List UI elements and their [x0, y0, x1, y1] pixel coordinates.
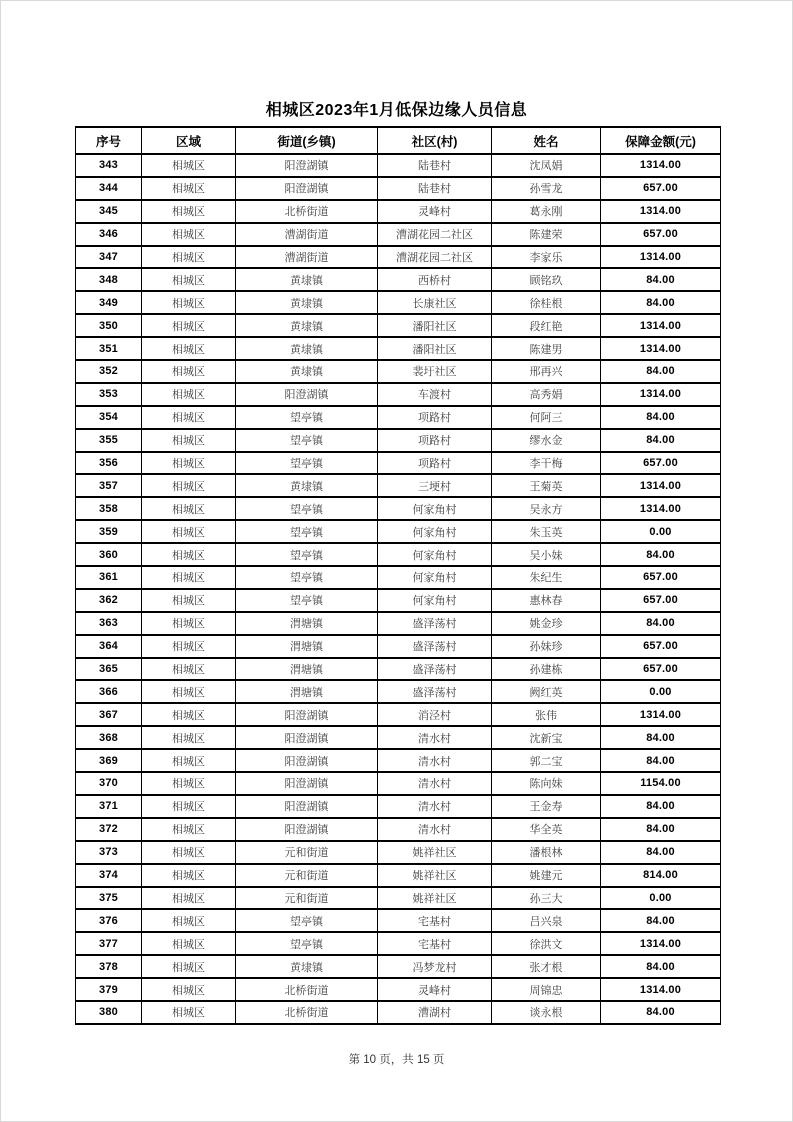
table-cell-community: 何家角村: [378, 589, 492, 612]
table-cell-street: 望亭镇: [236, 589, 378, 612]
table-cell-region: 相城区: [142, 154, 236, 177]
table-cell-street: 漕湖街道: [236, 223, 378, 246]
table-cell-region: 相城区: [142, 635, 236, 658]
table-cell-street: 阳澄湖镇: [236, 154, 378, 177]
table-cell-street: 望亭镇: [236, 406, 378, 429]
table-header: [76, 127, 721, 154]
table-row: [76, 452, 721, 475]
table-cell-community: 清水村: [378, 795, 492, 818]
table-cell-amount: 84.00: [601, 291, 721, 314]
table-cell-index: 356: [76, 452, 142, 475]
table-cell-community: 盛泽荡村: [378, 680, 492, 703]
table-cell-amount: 657.00: [601, 635, 721, 658]
table-cell-community: 宅基村: [378, 909, 492, 932]
table-cell-index: 366: [76, 680, 142, 703]
table-cell-index: 355: [76, 429, 142, 452]
table-row: [76, 337, 721, 360]
table-cell-index: 351: [76, 337, 142, 360]
table-cell-amount: 657.00: [601, 177, 721, 200]
table-cell-region: 相城区: [142, 200, 236, 223]
table-cell-index: 359: [76, 520, 142, 543]
table-cell-index: 368: [76, 726, 142, 749]
table-cell-name: 李干梅: [492, 452, 601, 475]
table-cell-name: 徐桂根: [492, 291, 601, 314]
table-cell-index: 350: [76, 314, 142, 337]
table-cell-amount: 84.00: [601, 795, 721, 818]
table-cell-street: 黄埭镇: [236, 314, 378, 337]
column-header-index: 序号: [76, 127, 142, 154]
table-cell-index: 363: [76, 612, 142, 635]
column-header-name: 姓名: [492, 127, 601, 154]
table-cell-street: 黄埭镇: [236, 474, 378, 497]
table-cell-street: 北桥街道: [236, 200, 378, 223]
table-cell-street: 北桥街道: [236, 978, 378, 1001]
table-cell-region: 相城区: [142, 703, 236, 726]
table-cell-community: 盛泽荡村: [378, 635, 492, 658]
table-row: [76, 772, 721, 795]
table-cell-region: 相城区: [142, 749, 236, 772]
table-cell-amount: 1314.00: [601, 474, 721, 497]
table-cell-street: 渭塘镇: [236, 612, 378, 635]
table-cell-amount: 1154.00: [601, 772, 721, 795]
table-cell-street: 望亭镇: [236, 566, 378, 589]
table-cell-region: 相城区: [142, 314, 236, 337]
table-cell-amount: 1314.00: [601, 497, 721, 520]
table-row: [76, 246, 721, 269]
table-cell-amount: 1314.00: [601, 337, 721, 360]
table-cell-amount: 657.00: [601, 658, 721, 681]
table-row: [76, 841, 721, 864]
table-cell-region: 相城区: [142, 1001, 236, 1024]
table-cell-region: 相城区: [142, 268, 236, 291]
table-cell-region: 相城区: [142, 841, 236, 864]
table-cell-street: 元和街道: [236, 864, 378, 887]
table-cell-street: 黄埭镇: [236, 268, 378, 291]
table-cell-community: 漕湖村: [378, 1001, 492, 1024]
table-cell-community: 何家角村: [378, 520, 492, 543]
table-cell-region: 相城区: [142, 543, 236, 566]
table-cell-index: 362: [76, 589, 142, 612]
table-cell-name: 郭二宝: [492, 749, 601, 772]
table-cell-amount: 1314.00: [601, 978, 721, 1001]
table-cell-name: 徐洪文: [492, 932, 601, 955]
table-cell-street: 黄埭镇: [236, 291, 378, 314]
table-cell-community: 何家角村: [378, 543, 492, 566]
table-cell-street: 渭塘镇: [236, 680, 378, 703]
table-cell-index: 358: [76, 497, 142, 520]
table-cell-name: 李家乐: [492, 246, 601, 269]
table-cell-name: 吴永方: [492, 497, 601, 520]
table-cell-index: 364: [76, 635, 142, 658]
table-cell-community: 潘阳社区: [378, 337, 492, 360]
table-cell-index: 349: [76, 291, 142, 314]
table-cell-name: 吴小妹: [492, 543, 601, 566]
table-row: [76, 154, 721, 177]
table-row: [76, 864, 721, 887]
table-row: [76, 200, 721, 223]
table-row: [76, 406, 721, 429]
table-cell-community: 陆巷村: [378, 177, 492, 200]
table-cell-street: 望亭镇: [236, 452, 378, 475]
table-cell-region: 相城区: [142, 612, 236, 635]
table-cell-community: 灵峰村: [378, 200, 492, 223]
table-row: [76, 360, 721, 383]
table-cell-amount: 84.00: [601, 543, 721, 566]
table-cell-amount: 1314.00: [601, 314, 721, 337]
table-row: [76, 612, 721, 635]
table-cell-amount: 657.00: [601, 589, 721, 612]
table-cell-region: 相城区: [142, 337, 236, 360]
table-cell-amount: 657.00: [601, 223, 721, 246]
table-cell-index: 348: [76, 268, 142, 291]
table-cell-name: 张伟: [492, 703, 601, 726]
table-cell-amount: 84.00: [601, 818, 721, 841]
page-title: 相城区2023年1月低保边缘人员信息: [265, 102, 528, 119]
table-cell-community: 宅基村: [378, 932, 492, 955]
table-row: [76, 703, 721, 726]
column-header-region: 区域: [142, 127, 236, 154]
table-row: [76, 429, 721, 452]
table-cell-amount: 0.00: [601, 680, 721, 703]
table-cell-amount: 1314.00: [601, 703, 721, 726]
table-cell-name: 沈凤娟: [492, 154, 601, 177]
table-cell-street: 望亭镇: [236, 909, 378, 932]
table-cell-index: 345: [76, 200, 142, 223]
table-row: [76, 887, 721, 910]
table-cell-community: 潘阳社区: [378, 314, 492, 337]
table-row: [76, 1001, 721, 1024]
table-cell-amount: 84.00: [601, 909, 721, 932]
table-cell-index: 344: [76, 177, 142, 200]
table-cell-name: 朱纪生: [492, 566, 601, 589]
table-cell-region: 相城区: [142, 955, 236, 978]
table-cell-name: 吕兴泉: [492, 909, 601, 932]
table-cell-community: 漕湖花园二社区: [378, 223, 492, 246]
table-cell-amount: 657.00: [601, 566, 721, 589]
table-cell-index: 361: [76, 566, 142, 589]
table-cell-index: 369: [76, 749, 142, 772]
table-cell-community: 盛泽荡村: [378, 612, 492, 635]
table-cell-street: 漕湖街道: [236, 246, 378, 269]
column-header-community: 社区(村): [378, 127, 492, 154]
table-cell-street: 阳澄湖镇: [236, 772, 378, 795]
table-cell-street: 望亭镇: [236, 497, 378, 520]
table-cell-amount: 84.00: [601, 360, 721, 383]
table-cell-region: 相城区: [142, 177, 236, 200]
table-cell-street: 望亭镇: [236, 543, 378, 566]
table-cell-index: 357: [76, 474, 142, 497]
table-row: [76, 520, 721, 543]
table-cell-community: 冯梦龙村: [378, 955, 492, 978]
table-cell-region: 相城区: [142, 291, 236, 314]
table-cell-region: 相城区: [142, 520, 236, 543]
table-row: [76, 749, 721, 772]
table-cell-community: 清水村: [378, 818, 492, 841]
table-cell-name: 周锦忠: [492, 978, 601, 1001]
table-cell-index: 370: [76, 772, 142, 795]
table-cell-name: 姚金珍: [492, 612, 601, 635]
table-cell-amount: 84.00: [601, 749, 721, 772]
table-cell-name: 王金寿: [492, 795, 601, 818]
table-cell-name: 陈向妹: [492, 772, 601, 795]
table-cell-region: 相城区: [142, 978, 236, 1001]
table-cell-street: 渭塘镇: [236, 658, 378, 681]
table-cell-amount: 0.00: [601, 520, 721, 543]
table-body: [76, 154, 721, 1024]
table-cell-region: 相城区: [142, 726, 236, 749]
table-cell-amount: 0.00: [601, 887, 721, 910]
page-number: 第 10 页，共 15 页: [348, 1054, 445, 1066]
table-cell-region: 相城区: [142, 497, 236, 520]
column-header-street: 街道(乡镇): [236, 127, 378, 154]
table-cell-amount: 1314.00: [601, 246, 721, 269]
table-cell-index: 380: [76, 1001, 142, 1024]
table-cell-street: 阳澄湖镇: [236, 383, 378, 406]
table-cell-index: 374: [76, 864, 142, 887]
table-cell-index: 343: [76, 154, 142, 177]
table-cell-street: 阳澄湖镇: [236, 177, 378, 200]
table-cell-name: 沈新宝: [492, 726, 601, 749]
table-cell-amount: 1314.00: [601, 200, 721, 223]
table-cell-index: 367: [76, 703, 142, 726]
table-cell-name: 缪水金: [492, 429, 601, 452]
table-cell-street: 阳澄湖镇: [236, 703, 378, 726]
table-cell-name: 葛永刚: [492, 200, 601, 223]
table-row: [76, 818, 721, 841]
table-cell-name: 孙建栋: [492, 658, 601, 681]
table-row: [76, 909, 721, 932]
table-cell-amount: 814.00: [601, 864, 721, 887]
table-cell-street: 阳澄湖镇: [236, 749, 378, 772]
table-cell-community: 清水村: [378, 772, 492, 795]
table-cell-region: 相城区: [142, 406, 236, 429]
table-cell-index: 376: [76, 909, 142, 932]
table-cell-community: 项路村: [378, 452, 492, 475]
table-cell-region: 相城区: [142, 383, 236, 406]
table-row: [76, 497, 721, 520]
table-cell-region: 相城区: [142, 818, 236, 841]
table-cell-region: 相城区: [142, 566, 236, 589]
table-cell-street: 望亭镇: [236, 932, 378, 955]
table-cell-amount: 657.00: [601, 452, 721, 475]
table-cell-index: 354: [76, 406, 142, 429]
table-row: [76, 314, 721, 337]
table-cell-community: 西桥村: [378, 268, 492, 291]
table-row: [76, 383, 721, 406]
table-cell-name: 段红艳: [492, 314, 601, 337]
table-row: [76, 177, 721, 200]
table-cell-name: 姚建元: [492, 864, 601, 887]
table-cell-name: 陈建荣: [492, 223, 601, 246]
table-cell-street: 元和街道: [236, 841, 378, 864]
table-cell-community: 消泾村: [378, 703, 492, 726]
table-cell-street: 黄埭镇: [236, 955, 378, 978]
table-cell-amount: 1314.00: [601, 383, 721, 406]
table-row: [76, 932, 721, 955]
table-cell-region: 相城区: [142, 360, 236, 383]
table-cell-index: 372: [76, 818, 142, 841]
table-cell-street: 黄埭镇: [236, 360, 378, 383]
table-cell-region: 相城区: [142, 795, 236, 818]
table-cell-region: 相城区: [142, 680, 236, 703]
table-cell-index: 371: [76, 795, 142, 818]
table-cell-region: 相城区: [142, 887, 236, 910]
table-cell-community: 何家角村: [378, 497, 492, 520]
table-cell-community: 三埂村: [378, 474, 492, 497]
table-cell-name: 高秀娟: [492, 383, 601, 406]
table-cell-community: 漕湖花园二社区: [378, 246, 492, 269]
table-row: [76, 978, 721, 1001]
table-cell-community: 长康社区: [378, 291, 492, 314]
table-cell-community: 项路村: [378, 429, 492, 452]
table-row: [76, 589, 721, 612]
table-cell-region: 相城区: [142, 658, 236, 681]
table-row: [76, 543, 721, 566]
table-cell-community: 清水村: [378, 726, 492, 749]
table-cell-street: 阳澄湖镇: [236, 818, 378, 841]
table-cell-index: 352: [76, 360, 142, 383]
table-cell-community: 裴圩社区: [378, 360, 492, 383]
table-cell-name: 王菊英: [492, 474, 601, 497]
table-row: [76, 680, 721, 703]
table-cell-community: 姚祥社区: [378, 841, 492, 864]
table-cell-street: 阳澄湖镇: [236, 795, 378, 818]
table-row: [76, 223, 721, 246]
table-cell-community: 清水村: [378, 749, 492, 772]
table-cell-name: 张才根: [492, 955, 601, 978]
table-cell-index: 379: [76, 978, 142, 1001]
benefit-table: [75, 126, 721, 1025]
table-header-row: [76, 127, 721, 154]
table-cell-name: 邢再兴: [492, 360, 601, 383]
table-row: [76, 658, 721, 681]
table-cell-index: 375: [76, 887, 142, 910]
table-cell-index: 360: [76, 543, 142, 566]
table-cell-name: 朱玉英: [492, 520, 601, 543]
table-cell-name: 陈建男: [492, 337, 601, 360]
table-cell-name: 惠林春: [492, 589, 601, 612]
table-cell-index: 346: [76, 223, 142, 246]
table-cell-community: 盛泽荡村: [378, 658, 492, 681]
table-cell-region: 相城区: [142, 589, 236, 612]
table-cell-amount: 1314.00: [601, 932, 721, 955]
table-cell-region: 相城区: [142, 223, 236, 246]
table-cell-amount: 84.00: [601, 726, 721, 749]
table-row: [76, 474, 721, 497]
table-cell-region: 相城区: [142, 864, 236, 887]
table-cell-index: 373: [76, 841, 142, 864]
table-cell-amount: 84.00: [601, 612, 721, 635]
table-cell-amount: 84.00: [601, 406, 721, 429]
table-row: [76, 291, 721, 314]
table-cell-community: 灵峰村: [378, 978, 492, 1001]
table-cell-community: 何家角村: [378, 566, 492, 589]
table-row: [76, 726, 721, 749]
table-cell-region: 相城区: [142, 429, 236, 452]
table-cell-community: 姚祥社区: [378, 864, 492, 887]
table-cell-street: 元和街道: [236, 887, 378, 910]
table-row: [76, 566, 721, 589]
table-cell-amount: 84.00: [601, 268, 721, 291]
table-cell-amount: 84.00: [601, 955, 721, 978]
table-cell-name: 潘根林: [492, 841, 601, 864]
table-cell-street: 渭塘镇: [236, 635, 378, 658]
table-cell-index: 377: [76, 932, 142, 955]
table-cell-amount: 84.00: [601, 429, 721, 452]
table-cell-name: 华全英: [492, 818, 601, 841]
table-cell-region: 相城区: [142, 452, 236, 475]
table-cell-region: 相城区: [142, 246, 236, 269]
table-cell-street: 黄埭镇: [236, 337, 378, 360]
table-cell-name: 孙三大: [492, 887, 601, 910]
table-cell-community: 项路村: [378, 406, 492, 429]
table-cell-community: 陆巷村: [378, 154, 492, 177]
table-cell-region: 相城区: [142, 474, 236, 497]
table-cell-street: 望亭镇: [236, 520, 378, 543]
table-cell-community: 车渡村: [378, 383, 492, 406]
table-cell-amount: 84.00: [601, 1001, 721, 1024]
table-cell-index: 365: [76, 658, 142, 681]
table-cell-name: 顾铭玖: [492, 268, 601, 291]
table-cell-amount: 84.00: [601, 841, 721, 864]
table-cell-index: 347: [76, 246, 142, 269]
table-cell-name: 孙妹珍: [492, 635, 601, 658]
table-cell-name: 阙红英: [492, 680, 601, 703]
table-row: [76, 635, 721, 658]
table-row: [76, 268, 721, 291]
table-cell-region: 相城区: [142, 772, 236, 795]
table-row: [76, 795, 721, 818]
table-cell-name: 何阿三: [492, 406, 601, 429]
table-cell-region: 相城区: [142, 909, 236, 932]
table-row: [76, 955, 721, 978]
table-cell-name: 孙雪龙: [492, 177, 601, 200]
column-header-amount: 保障金额(元): [601, 127, 721, 154]
table-cell-street: 北桥街道: [236, 1001, 378, 1024]
table-cell-name: 谈永根: [492, 1001, 601, 1024]
table-cell-street: 望亭镇: [236, 429, 378, 452]
table-cell-street: 阳澄湖镇: [236, 726, 378, 749]
table-cell-amount: 1314.00: [601, 154, 721, 177]
table-cell-index: 378: [76, 955, 142, 978]
table-cell-index: 353: [76, 383, 142, 406]
table-cell-community: 姚祥社区: [378, 887, 492, 910]
table-cell-region: 相城区: [142, 932, 236, 955]
